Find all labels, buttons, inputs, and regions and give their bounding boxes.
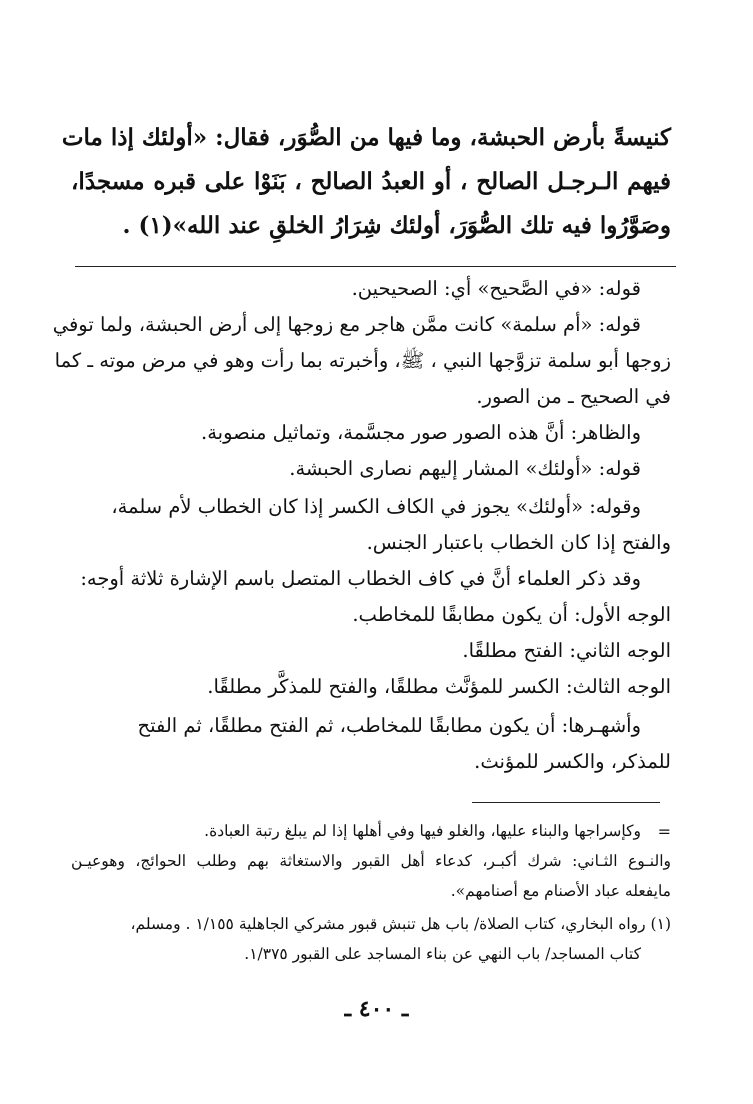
commentary-line: قوله: «أم سلمة» كانت ممَّن هاجر مع زوجها إلى أرض الحبشة، ولما توفي [52,313,641,336]
footnote-line: (١) رواه البخاري، كتاب الصلاة/ باب هل تنبش قبور مشركي الجاهلية ١/١٥٥ . ومسلم، [130,915,671,933]
commentary-line: والفتح إذا كان الخطاب باعتبار الجنس. [366,531,671,554]
hadith-line-1: كنيسةً بأرض الحبشة، وما فيها من الصُّوَر، فقال: «أولئك إذا مات [61,124,671,151]
commentary-line: الوجه الأول: أن يكون مطابقًا للمخاطب. [352,603,671,626]
commentary-line: زوجها أبو سلمة تزوَّجها النبي ، ﷺ، وأخبرته بما رأت وهو في مرض موته ـ كما [54,349,671,372]
page-number: ـ ٤٠٠ ـ [344,996,409,1022]
commentary-line: وأشهـرها: أن يكون مطابقًا للمخاطب، ثم الفتح مطلقًا، ثم الفتح [137,714,641,737]
hadith-line-2: فيهم الـرجـل الصالح ، أو العبدُ الصالح ، بَنَوْا على قبره مسجدًا، [71,168,671,195]
commentary-line: قوله: «أولئك» المشار إليهم نصارى الحبشة. [289,457,641,480]
footnote-continuation-mark: = [657,822,671,841]
commentary-line: وقد ذكر العلماء أنَّ في كاف الخطاب المتصل باسم الإشارة ثلاثة أوجه: [80,567,641,590]
commentary-line: والظاهر: أنَّ هذه الصور صور مجسَّمة، وتماثيل منصوبة. [201,421,641,444]
footnote-line: والنـوع الثـاني: شرك أكبـر، كدعاء أهل القبور والاستغاثة بهم وطلب الحوائج، وهوعيـن [71,852,671,870]
commentary-line: قوله: «في الصَّحيح» أي: الصحيحين. [351,277,641,300]
commentary-line: الوجه الثاني: الفتح مطلقًا. [462,639,671,662]
footnote-line: كتاب المساجد/ باب النهي عن بناء المساجد على القبور ١/٣٧٥. [244,945,641,963]
commentary-line: في الصحيح ـ من الصور. [476,385,671,408]
footnote-line: مايفعله عباد الأصنام مع أصنامهم». [450,882,671,900]
commentary-line: الوجه الثالث: الكسر للمؤنَّث مطلقًا، والفتح للمذكَّر مطلقًا. [207,675,671,698]
commentary-line: للمذكر، والكسر للمؤنث. [474,750,671,773]
main-divider [75,266,676,267]
footnote-line: وكإسراجها والبناء عليها، والغلو فيها وفي أهلها إذا لم يبلغ رتبة العبادة. [204,822,641,840]
commentary-line: وقوله: «أولئك» يجوز في الكاف الكسر إذا كان الخطاب لأم سلمة، [111,495,641,518]
footnote-divider [472,802,660,803]
hadith-line-3: وصَوَّرُوا فيه تلك الصُّوَرَ، أولئك شِرَارُ الخلقِ عند الله»(١) . [122,212,671,239]
